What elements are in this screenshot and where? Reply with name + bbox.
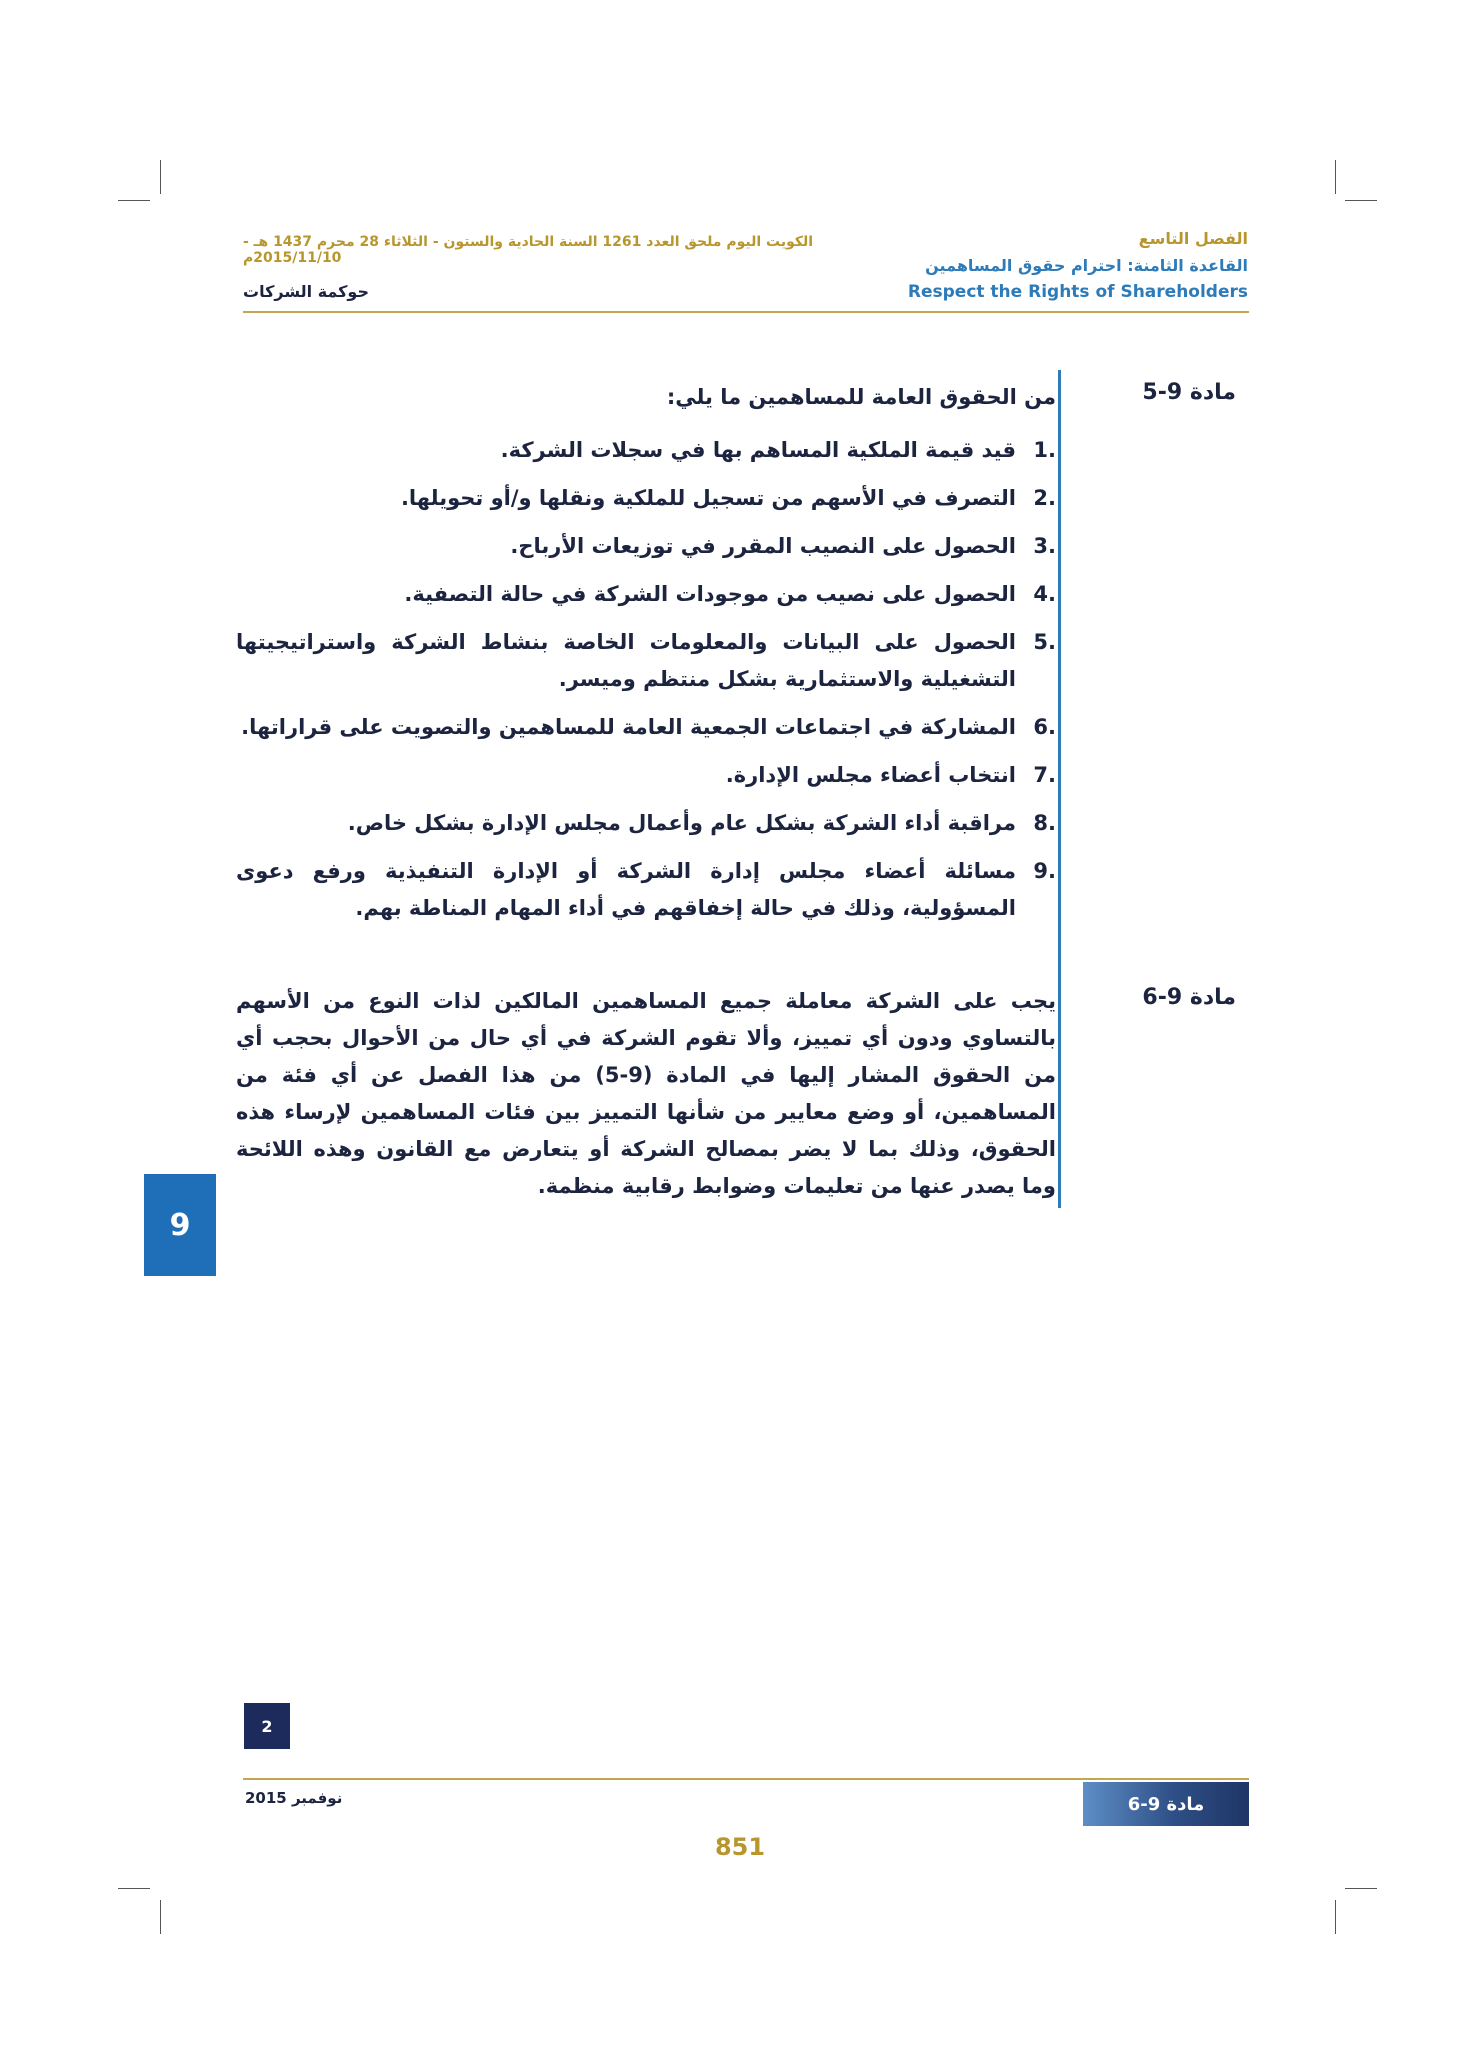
header-divider bbox=[243, 311, 1249, 313]
list-item: 2. التصرف في الأسهم من تسجيل للملكية ونقلها و/أو تحويلها. bbox=[400, 486, 1056, 510]
column-divider bbox=[1058, 370, 1061, 1208]
crop-mark bbox=[118, 200, 150, 201]
crop-mark bbox=[160, 1900, 161, 1934]
footer-article-tag: مادة 9-6 bbox=[1083, 1782, 1249, 1826]
article-text: يجب على الشركة معاملة جميع المساهمين المالكين لذات النوع من الأسهم بالتساوي ودون أي تمييز، وألا تقوم الشركة في أي حال من الأحوال بحجب أي من الحقوق المشار إليها في المادة (9-5) من هذا الفصل عن أي فئة من المساهمين، أو وضع معايير من شأنها التمييز بين فئات المساهمين لإرساء هذه الحقوق، وذلك بما لا يضر بمصالح الشركة أو يتعارض مع القانون وهذه اللائحة وما يصدر عنها من تعليمات وضوابط رقابية منظمة. bbox=[236, 989, 1056, 1198]
list-item: 1. قيد قيمة الملكية المساهم بها في سجلات الشركة. bbox=[500, 438, 1056, 462]
article-label: مادة 9-5 bbox=[1142, 380, 1236, 405]
list-item: 4. الحصول على نصيب من موجودات الشركة في حالة التصفية. bbox=[404, 582, 1056, 606]
header-date-line: الكويت اليوم ملحق العدد 1261 السنة الحادية والستون - الثلاثاء 28 محرم 1437 هـ - 2015/11/10م bbox=[243, 234, 814, 266]
crop-mark bbox=[1345, 1888, 1377, 1889]
section-title: حوكمة الشركات bbox=[243, 282, 369, 301]
chapter-tab: 9 bbox=[144, 1174, 216, 1276]
footer-date: نوفمبر 2015 bbox=[245, 1789, 343, 1807]
rights-list bbox=[236, 432, 1056, 938]
page-box: 2 bbox=[244, 1703, 290, 1749]
list-item: 9. مسائلة أعضاء مجلس إدارة الشركة أو الإدارة التنفيذية ورفع دعوى المسؤولية، وذلك في حالة إخفاقهم في أداء المهام المناطة بهم. bbox=[236, 859, 1056, 920]
crop-mark bbox=[1345, 200, 1377, 201]
chapter-title: الفصل التاسع bbox=[1138, 229, 1248, 248]
article-intro: من الحقوق العامة للمساهمين ما يلي: bbox=[666, 385, 1056, 409]
list-item-text: قيد قيمة الملكية المساهم بها في سجلات الشركة. bbox=[500, 438, 1016, 462]
list-item-text: الحصول على البيانات والمعلومات الخاصة بنشاط الشركة واستراتيجيتها التشغيلية والاستثمارية بشكل منتظم وميسر. bbox=[236, 630, 1016, 691]
list-item: 6. المشاركة في اجتماعات الجمعية العامة للمساهمين والتصويت على قراراتها. bbox=[241, 715, 1056, 739]
rule-title-arabic: القاعدة الثامنة: احترام حقوق المساهمين bbox=[925, 256, 1248, 275]
page-number: 851 bbox=[714, 1833, 766, 1861]
list-item: 3. الحصول على النصيب المقرر في توزيعات الأرباح. bbox=[510, 534, 1056, 558]
crop-mark bbox=[160, 160, 161, 194]
list-item: 5. الحصول على البيانات والمعلومات الخاصة بنشاط الشركة واستراتيجيتها التشغيلية والاستثمارية بشكل منتظم وميسر. bbox=[236, 630, 1056, 691]
rule-title-english: Respect the Rights of Shareholders bbox=[907, 282, 1248, 302]
crop-mark bbox=[1335, 1900, 1336, 1934]
list-item: 8. مراقبة أداء الشركة بشكل عام وأعمال مجلس الإدارة بشكل خاص. bbox=[347, 811, 1056, 835]
list-item-text: الحصول على النصيب المقرر في توزيعات الأرباح. bbox=[510, 534, 1016, 558]
list-item-text: انتخاب أعضاء مجلس الإدارة. bbox=[725, 763, 1016, 787]
list-item: 7. انتخاب أعضاء مجلس الإدارة. bbox=[725, 763, 1056, 787]
list-item-text: المشاركة في اجتماعات الجمعية العامة للمساهمين والتصويت على قراراتها. bbox=[241, 715, 1016, 739]
crop-mark bbox=[118, 1888, 150, 1889]
list-item-text: مسائلة أعضاء مجلس إدارة الشركة أو الإدارة التنفيذية ورفع دعوى المسؤولية، وذلك في حالة إخفاقهم في أداء المهام المناطة بهم. bbox=[236, 859, 1016, 920]
list-item-text: مراقبة أداء الشركة بشكل عام وأعمال مجلس الإدارة بشكل خاص. bbox=[347, 811, 1016, 835]
list-item-text: التصرف في الأسهم من تسجيل للملكية ونقلها و/أو تحويلها. bbox=[400, 486, 1016, 510]
footer-divider bbox=[243, 1778, 1249, 1780]
article-label: مادة 9-6 bbox=[1142, 985, 1236, 1010]
list-item-text: الحصول على نصيب من موجودات الشركة في حالة التصفية. bbox=[404, 582, 1016, 606]
crop-mark bbox=[1335, 160, 1336, 194]
